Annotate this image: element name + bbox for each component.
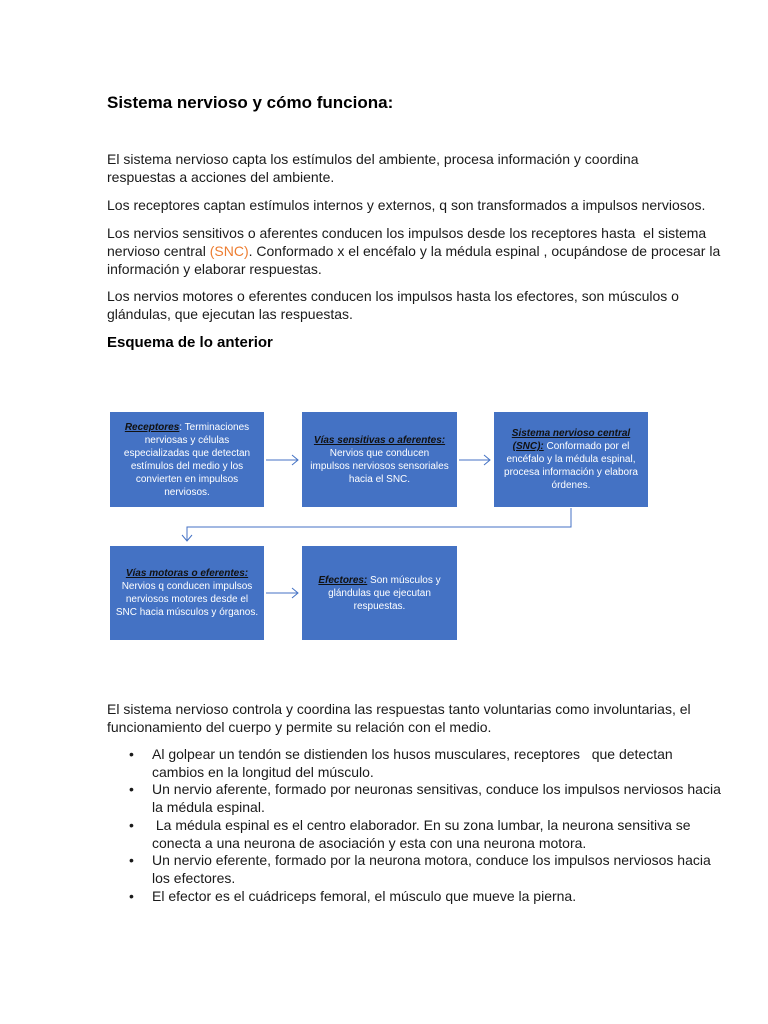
box-text: Son músculos y glándulas que ejecutan respuestas. <box>328 574 441 612</box>
box-text: Nervios q conducen impulsos nerviosos motores desde el SNC hacia músculos y órganos. <box>115 581 259 618</box>
diagram-box-vias-sensitivas <box>302 412 457 507</box>
list-item-text: Un nervio aferente, formado por neuronas sensitivas, conduce los impulsos nerviosos hacia la médula espinal. <box>152 781 725 815</box>
list-item <box>152 852 724 888</box>
bullet-icon <box>129 817 134 835</box>
bullet-icon <box>129 781 134 799</box>
motor-nerves-paragraph: Los nervios motores o eferentes conducen los impulsos hasta los efectores, son músculos o glándulas, que ejecutan las respuestas. <box>107 288 683 322</box>
arrow-down-connector-icon <box>182 508 571 541</box>
arrow-right-icon <box>266 455 298 465</box>
diagram-box-efectores <box>302 546 457 640</box>
summary-paragraph: El sistema nervioso controla y coordina las respuestas tanto voluntarias como involuntarias, el funcionamiento del cuerpo y permite su relación con el medio. <box>107 701 695 735</box>
diagram-box-snc <box>494 412 648 507</box>
list-item-text: El efector es el cuádriceps femoral, el músculo que mueve la pierna. <box>152 888 577 904</box>
sensory-nerves-paragraph <box>107 225 727 278</box>
bullet-icon <box>129 746 134 764</box>
box-text: Conformado por el encéfalo y la médula espinal, procesa información y elabora órdenes. <box>504 441 638 491</box>
box-label: Vías motoras o eferentes: <box>125 568 249 579</box>
list-item <box>152 817 724 853</box>
list-item-text: Un nervio eferente, formado por la neurona motora, conduce los impulsos nerviosos hacia los efectores. <box>152 852 715 886</box>
schema-heading: Esquema de lo anterior <box>107 334 273 351</box>
box-label: Efectores: <box>318 574 368 586</box>
receptors-paragraph: Los receptores captan estímulos internos y externos, q son transformados a impulsos nerviosos. <box>107 197 706 213</box>
list-item <box>152 746 724 782</box>
paragraph-text: Los nervios sensitivos o aferentes conducen los impulsos desde los receptores hasta el sistema nervioso central <box>107 225 711 259</box>
box-text: : Terminaciones nerviosas y células especializadas que detectan estímulos del medio y los convierten en impulsos nerviosos. <box>123 421 251 498</box>
list-item <box>152 888 724 906</box>
page-title: Sistema nervioso y cómo funciona: <box>107 93 394 112</box>
box-label: Vías sensitivas o aferentes: <box>313 434 446 446</box>
list-item-text: Al golpear un tendón se distienden los husos musculares, receptores que detectan cambios en la longitud del músculo. <box>152 746 677 780</box>
box-label: Receptores <box>124 421 180 433</box>
intro-paragraph: El sistema nervioso capta los estímulos del ambiente, procesa información y coordina respuestas a acciones del ambiente. <box>107 151 643 185</box>
bullet-icon <box>129 888 134 906</box>
list-item <box>152 781 724 817</box>
paragraph-text: . Conformado x el encéfalo y la médula espinal , ocupándose de procesar la información y elaborar respuestas. <box>107 242 725 277</box>
diagram-box-vias-motoras <box>110 546 264 640</box>
box-label: Sistema nervioso central (SNC): <box>511 428 631 452</box>
bullet-icon <box>129 852 134 870</box>
arrow-right-icon <box>459 455 490 465</box>
snc-highlight: (SNC) <box>209 242 249 259</box>
arrow-right-icon <box>266 588 298 598</box>
diagram-box-receptores <box>110 412 264 507</box>
list-item-text: La médula espinal es el centro elaborador. En su zona lumbar, la neurona sensitiva se conecta a una neurona de asociación y esta con una neurona motora. <box>152 817 695 851</box>
box-text: Nervios que conducen impulsos nerviosos sensoriales hacia el SNC. <box>310 447 449 485</box>
